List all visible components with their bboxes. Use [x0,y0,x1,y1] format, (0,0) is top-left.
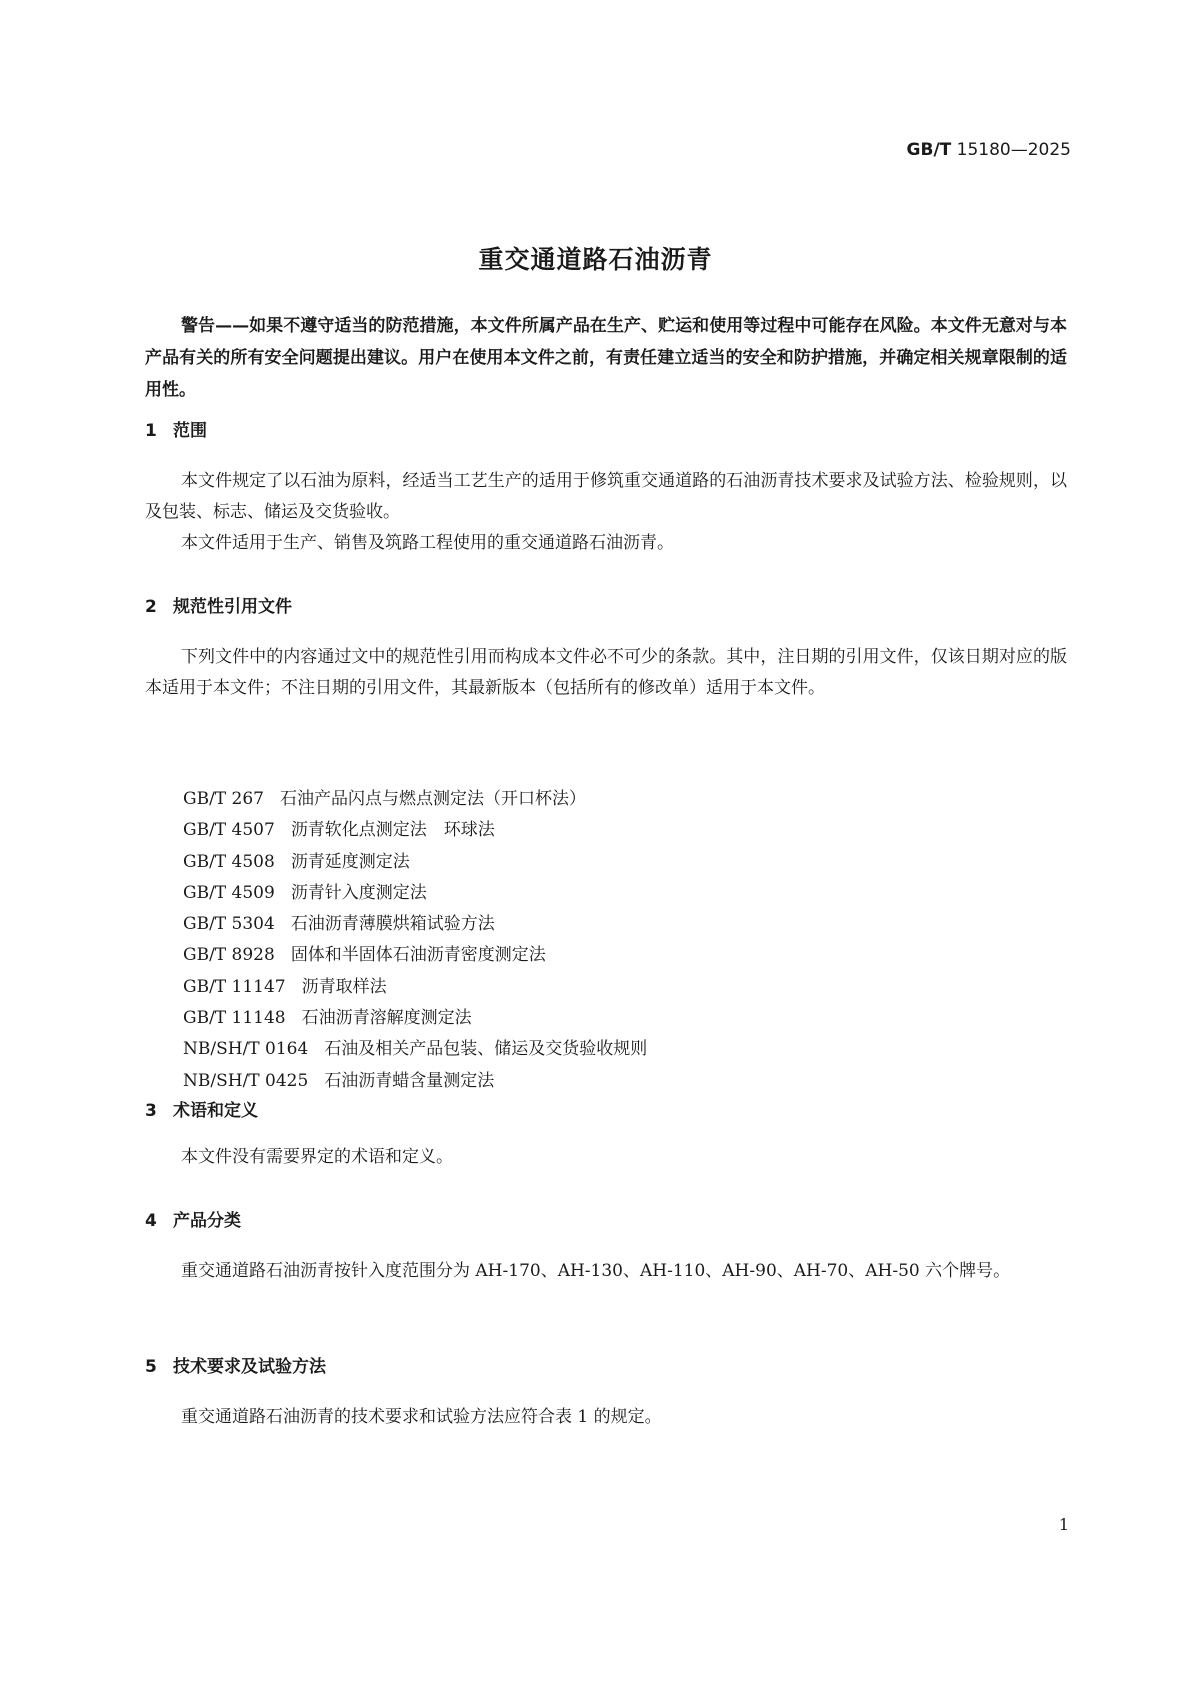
page-number: 1 [1058,1515,1069,1534]
reference-name: 石油及相关产品包装、储运及交货验收规则 [324,1039,648,1060]
section-number: 2 [145,597,157,617]
reference-name: 石油沥青薄膜烘箱试验方法 [290,914,495,935]
reference-item [183,1066,647,1097]
section-5-heading [145,1352,326,1377]
reference-list [183,784,647,1097]
reference-name: 石油沥青蜡含量测定法 [324,1070,495,1091]
standard-code-prefix: GB/T [906,140,952,160]
reference-name: 石油产品闪点与燃点测定法（开口杯法） [280,789,586,809]
reference-code: GB/T 267 [183,789,264,809]
reference-item [183,784,647,815]
reference-code: GB/T 11147 [183,976,286,997]
section-4-heading [145,1206,241,1231]
section-number: 3 [145,1101,157,1121]
reference-item [183,847,647,878]
reference-item [183,1034,647,1065]
reference-item [183,909,647,940]
reference-name: 固体和半固体石油沥青密度测定法 [290,945,546,966]
reference-item [183,1003,647,1034]
reference-item [183,878,647,909]
standard-code-number: 15180—2025 [956,140,1071,160]
reference-code: NB/SH/T 0425 [183,1070,309,1091]
reference-code: GB/T 4507 [183,820,275,841]
section-title: 技术要求及试验方法 [173,1357,326,1377]
reference-name: 沥青取样法 [301,976,387,997]
references-intro: 下列文件中的内容通过文中的规范性引用而构成本文件必不可少的条款。其中，注日期的引用文件，仅该日期对应的版本适用于本文件；不注日期的引用文件，其最新版本（包括所有的修改单）适用于本文件。 [145,647,1067,698]
standard-code [907,140,1071,160]
section-title: 规范性引用文件 [173,597,292,617]
reference-name: 沥青软化点测定法 环球法 [290,820,495,841]
reference-name: 沥青针入度测定法 [290,882,427,903]
reference-item [183,815,647,846]
document-title: 重交通道路石油沥青 [478,245,713,274]
reference-code: GB/T 4509 [183,882,275,903]
section-1-heading [145,416,207,441]
section-title: 产品分类 [173,1211,241,1231]
reference-code: GB/T 11148 [183,1008,286,1029]
section-number: 5 [145,1357,157,1377]
reference-code: GB/T 4508 [183,851,275,872]
section-title: 范围 [173,421,207,441]
reference-item [183,972,647,1003]
reference-code: NB/SH/T 0164 [183,1039,309,1060]
terms-paragraph: 本文件没有需要界定的术语和定义。 [181,1147,453,1167]
section-3-heading [145,1096,258,1121]
scope-paragraph-2: 本文件适用于生产、销售及筑路工程使用的重交通道路石油沥青。 [181,533,674,553]
section-number: 4 [145,1211,157,1231]
reference-name: 石油沥青溶解度测定法 [301,1008,472,1029]
section-number: 1 [145,421,157,441]
reference-name: 沥青延度测定法 [290,851,410,872]
section-2-heading [145,592,292,617]
warning-paragraph: 警告——如果不遵守适当的防范措施，本文件所属产品在生产、贮运和使用等过程中可能存在风险。本文件无意对与本产品有关的所有安全问题提出建议。用户在使用本文件之前，有责任建立适当的安全和防护措施，并确定相关规章限制的适用性。 [145,316,1067,400]
classification-paragraph: 重交通道路石油沥青按针入度范围分为 AH-170、AH-130、AH-110、AH-90、AH-70、AH-50 六个牌号。 [181,1261,1011,1281]
scope-paragraph-1: 本文件规定了以石油为原料，经适当工艺生产的适用于修筑重交通道路的石油沥青技术要求及试验方法、检验规则，以及包装、标志、储运及交货验收。 [145,471,1067,522]
requirements-paragraph: 重交通道路石油沥青的技术要求和试验方法应符合表 1 的规定。 [181,1407,662,1427]
reference-item [183,940,647,971]
section-title: 术语和定义 [173,1101,258,1121]
reference-code: GB/T 8928 [183,945,275,966]
reference-code: GB/T 5304 [183,914,275,935]
